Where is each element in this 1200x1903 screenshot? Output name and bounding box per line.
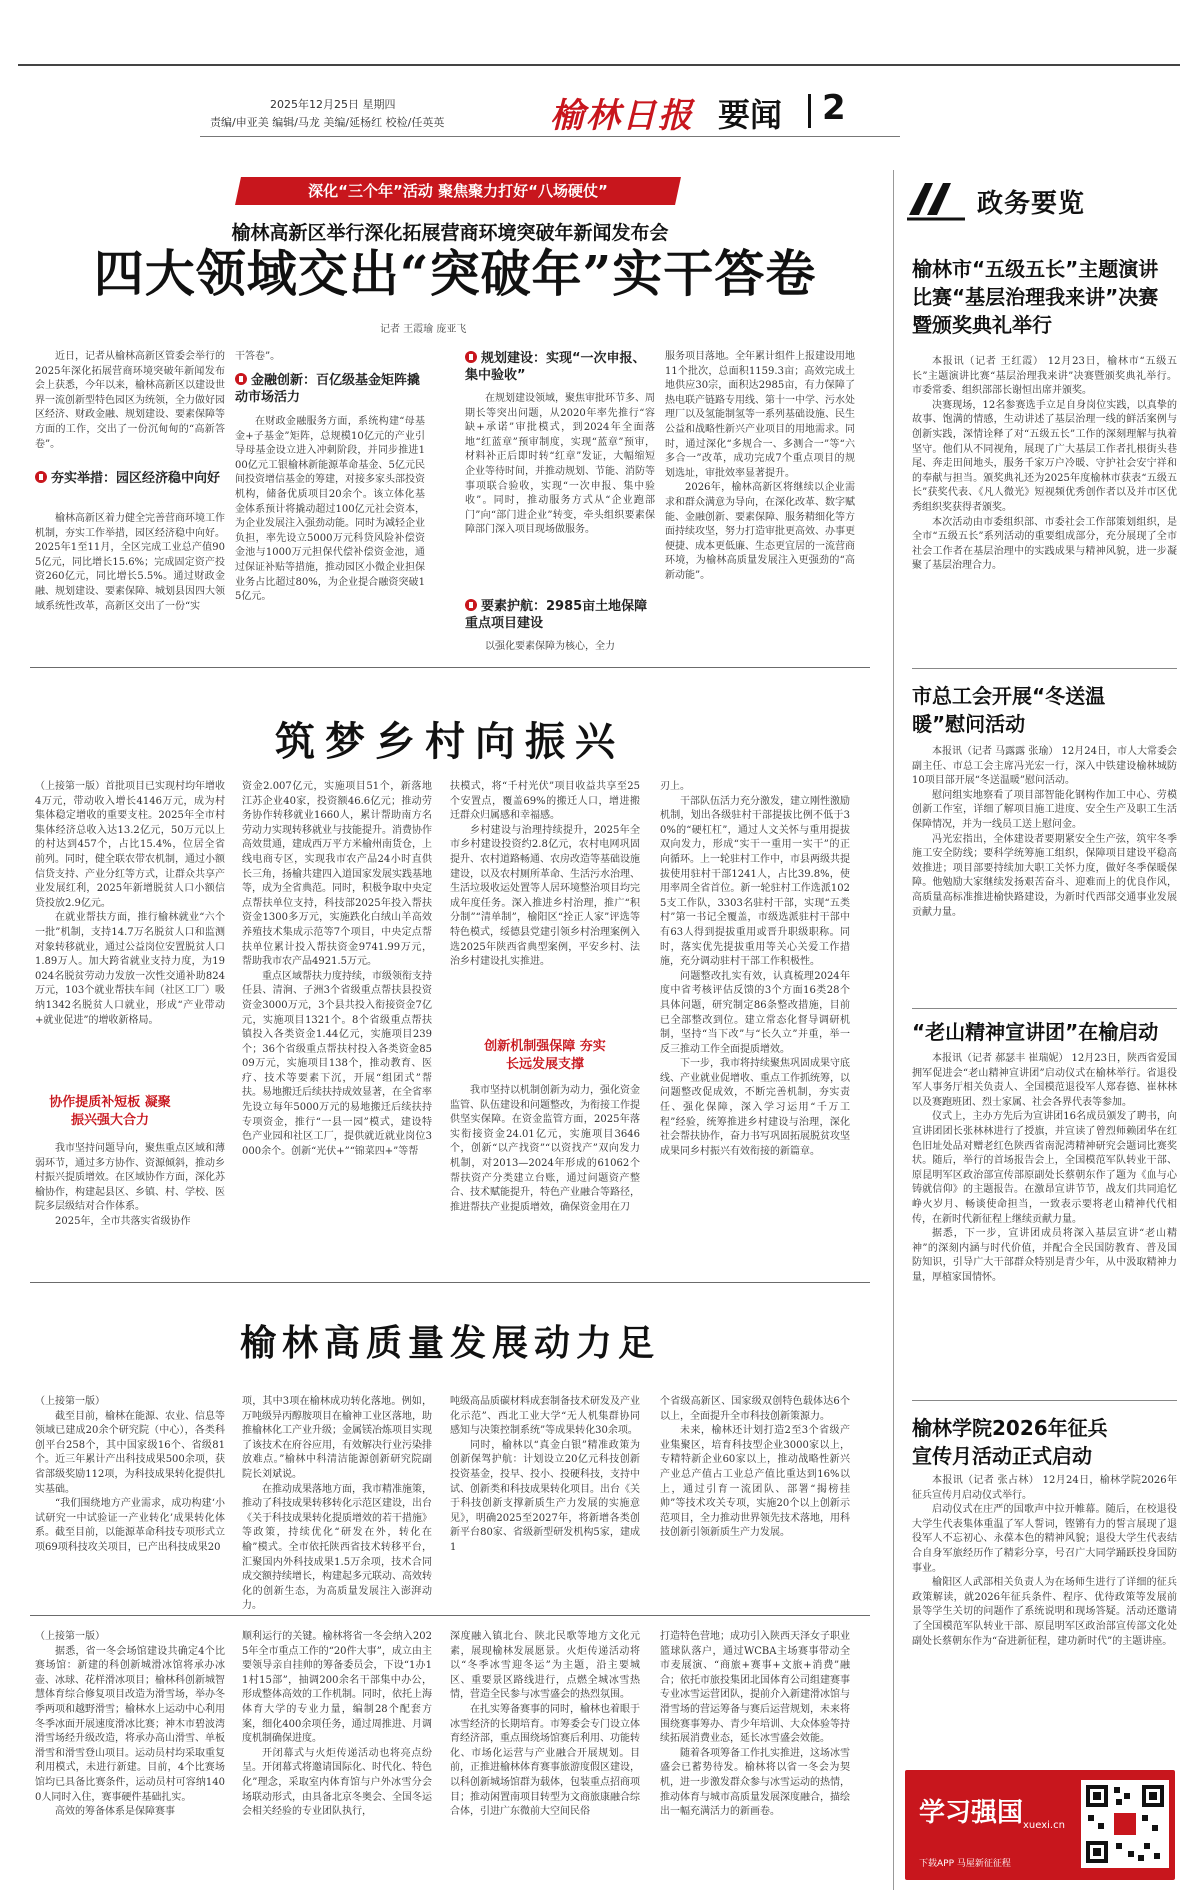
- story2-headline: 筑梦乡村向振兴: [275, 718, 625, 765]
- paragraph: 2025年，全市共落实省级协作: [55, 1215, 191, 1227]
- paragraph: 在就业帮扶方面，推行榆林就业“六个一批”机制，支持14.7万名脱贫人口和监测对象转移就业，通过公益岗位安置脱贫人口1.89万人。加大跨省就业支持力度，为19024名脱贫劳动力发放一次性交通补助824万元，103个就业帮扶车间（社区工厂）吸纳1342名脱贫人口就业，形成“产业带动+就业促进”的增收新格局。: [35, 912, 225, 1026]
- qr-code-icon: [1081, 1780, 1169, 1868]
- lead-col3-subhead: 规划建设：实现“一次申报、集中验收”: [465, 351, 646, 383]
- paragraph: 本报讯（记者 张占林） 12月24日，榆林学院2026年征兵宣传月启动仪式举行。: [912, 1475, 1177, 1501]
- story4-col1: [35, 1630, 225, 1890]
- sidebar-item-title: 市总工会开展“冬送温暖”慰问活动: [912, 684, 1106, 736]
- masthead-section: 要闻: [718, 96, 783, 134]
- paragraph: 本报讯（记者 王红霞） 12月23日，榆林市“五级五长”主题演讲比赛“基层治理我来讲”决赛暨颁奖典礼举行。市委常委、组织部部长谢恒出席并颁奖。: [912, 356, 1177, 397]
- paragraph: 未来，榆林还计划打造2至3个省级产业集聚区，培育科技型企业3000家以上，专精特新企业60家以上，推动战略性新兴产业总产值占工业总产值比重达到16%以上，通过引育一流团队、部署“揭榜挂帅”等技术攻关专项，实施20个以上创新示范项目，全力推动世界领先技术落地，用科技创新引领新质生产力发展。: [660, 1425, 850, 1539]
- paragraph: 干部队伍活力充分激发，建立刚性激励机制，划出各级驻村干部提拔比例不低于30%的“硬杠杠”，通过人文关怀与重用提拔双向发力，形成“实干一重用一实干”的正向循环。上一轮驻村工作中，市县两级共提拔使用驻村干部1241人，占比39.8%，使用率周全省首位。新一轮驻村工作选派1025支工作队，3303名驻村干部，实现“五类村”第一书记全覆盖，市级选派驻村干部中有63人得到提拔重用或晋升职级职称。同时，落实优先提拔重用等关心关爱工作措施，充分调动驻村干部工作积极性。: [660, 795, 850, 968]
- story4-col4: [660, 1630, 850, 1890]
- sidebar-header: [905, 175, 1175, 227]
- story3-col3: [450, 1395, 640, 1600]
- story3-col2: [242, 1395, 432, 1612]
- paragraph: 榆林高新区着力健全完善营商环境工作机制，夯实工作举措，园区经济稳中向好。2025年1至11月，全区完成工业总产值905亿元，同比增长15.6%；完成固定资产投资260亿元，同比增长5.5%。通过财政金融、规划建设、要素保障、城划县因四大领域系统性改革，高新区交出了一份“实: [35, 513, 225, 612]
- paragraph: 乡村建设与治理持续提升，2025年全市乡村建设投资约2.8亿元，农村电网巩固提升、农村道路畅通、农房改造等基础设施建设，以及农村厕所革命、生活污水治理、生活垃圾收运处置等人居环境整治项目均完成年度任务。深入推进乡村治理，推广“积分制”“清单制”，榆阳区“拴正人家”评选等特色模式，绥德县党建引领乡村治理案例入选2025年陕西省典型案例，平安乡村、法治乡村建设扎实推进。: [450, 824, 640, 968]
- sidebar-item-title: 榆林市“五级五长”主题演讲比赛“基层治理我来讲”决赛暨颁奖典礼举行: [912, 257, 1159, 337]
- paragraph: 本次活动由市委组织部、市委社会工作部策划组织，是全市“五级五长”系列活动的重要组成部分，充分展现了全市社会工作者在基层治理中的实践成果与精神风貌，进一步凝聚了基层治理合力。: [912, 516, 1177, 572]
- paragraph: 高效的筹备体系是保障赛事: [55, 1806, 175, 1818]
- paragraph: 深度融入镇北台、陕北民歌等地方文化元素，展现榆林发展愿景。火炬传递活动将以“冬季冰雪迎冬运”为主题，沿主要城区、重要景区路线进行，点燃全城冰雪热情，营造全民参与冰雪盛会的热烈氛围。: [450, 1631, 640, 1701]
- masthead-logo: 榆林日报: [550, 96, 694, 136]
- paragraph: （上接第一版）: [35, 1631, 105, 1642]
- lead-col3-subhead2: 要素护航：2985亩土地保障重点项目建设: [465, 599, 648, 631]
- paragraph: 顺利运行的关键。榆林将省一冬会纳入2025年全市重点工作的“20件大事”，成立由主要领导亲自挂帅的筹备委员会，下设“1办11村15部”，抽调200余名干部集中办公，形成整体高效的工作机制。同时，依托上海体育大学的专业力量，编制28个配套方案，细化400余项任务，通过周推进、月调度机制确保进度。: [242, 1631, 432, 1745]
- paragraph: 以强化要素保障为核心，全力: [485, 641, 615, 652]
- paragraph: 随着各项筹备工作扎实推进，这场冰雪盛会已蓄势待发。榆林将以省一冬会为契机，进一步激发群众参与冰雪运动的热情，推动体育与城市高质量发展深度融合，描绘出一幅充满活力的新画卷。: [660, 1747, 850, 1818]
- paragraph: 吨级高品质碳材料成套制备技术研发及产业化示范”、西北工业大学“无人机集群协同感知与决策控制系统”等成果转化30余项。: [450, 1396, 640, 1437]
- lead-col2-after: [235, 415, 425, 660]
- paragraph: （上接第一版）首批项目已实现村均年增收4万元，带动收入增长4146万元，成为村集体稳定增收的重要支柱。2025年全市村集体经济总收入达13.2亿元，50万元以上的村达到457个，占比15.4%，位居全省前列。同时，健全联农带农机制，通过小额信贷支持、产业分红等方式，让群众共享产业发展红利，2025年新增脱贫人口小额信贷投放2.9亿元。: [35, 781, 225, 909]
- paragraph: 本报讯（记者 马露露 张瑜） 12月24日，市人大常委会副主任、市总工会主席冯光宏一行，深入中铁建设榆林城防10项目部开展“冬送温暖”慰问活动。: [912, 746, 1177, 787]
- paragraph: 仪式上，主办方先后为宣讲团16名成员颁发了聘书，向宣讲团团长张林林进行了授旗，并宣读了曾烈师赖团华在红色旧址处品对赠老红色陕西省南泥湾精神研究会题词比赛奖状。随后，举行的首场报告会上，全国模范军队转业干部、原昆明军区政治部宣传部原副处长蔡朝东作了题为《血与心铸就信仰》的主题报告。在激昂宣讲节节，战友们共同追忆峥火岁月、畅谈使命担当，一致表示要将老山精神代代相传，在新时代新征程上继续贡献力量。: [912, 1111, 1177, 1225]
- story2-col1: [35, 780, 225, 1080]
- sidebar-item-body: [912, 1052, 1177, 1397]
- paragraph: 决赛现场，12名参赛选手立足自身岗位实践，以真挚的故事、饱满的情感，生动讲述了基层治理一线的鲜活案例与创新实践，深情诠释了对“五级五长”工作的深刻理解与执着坚守。他们从不同视角，展现了广大基层工作者扎根街头巷尾、奔走田间地头，服务千家万户冷暖、守护社会安宁祥和的奉献与担当。颁奖典礼还为2025年度榆林市获表“五级五长”获奖代表、《凡人微光》短视频优秀创作者以及并市区优秀组织奖获得者颁奖。: [912, 399, 1177, 513]
- paragraph: 2026年，榆林高新区将继续以企业需求和群众满意为导向，在深化改革、数字赋能、金融创新、要素保障、服务精细化等方面持续攻坚，努力打造审批更高效、办事更便捷、成本更低廉、生态更宜居的一流营商环境，为榆林高质量发展注入更强劲的“高新动能”。: [665, 482, 855, 581]
- sidebar-item-title: “老山精神宣讲团”在榆启动: [912, 1020, 1159, 1044]
- lead-col1-subhead: 夯实举措：园区经济稳中向好: [35, 470, 225, 487]
- paragraph: 我市坚持以机制创新为动力，强化资金监管、队伍建设和问题整改，为衔接工作提供坚实保障。在资金监管方面，2025年落实衔接资金24.01亿元，实施项目3646个，创新“以产找资”“以资找产”双向发力机制，对2013—2024年形成的61062个帮扶资产分类建立台账，通过问题资产整合、技术赋能提升，特色产业融合等路径，推进帮扶产业提质增效，确保资金用在刀: [450, 1085, 640, 1213]
- story2-col3-after: [450, 1084, 640, 1272]
- paragraph: 据悉，下一步，宣讲团成员将深入基层宣讲“老山精神”的深刻内涵与时代价值，并配合全民国防教育、普及国防知识，引导广大干部群众特别是青少年，从中汲取精神力量，厚植家国情怀。: [912, 1228, 1177, 1283]
- xuexi-site: xuexi.cn: [1023, 1820, 1065, 1831]
- xuexi-caption: 下载APP 马屋新征征程: [919, 1859, 1011, 1869]
- paragraph: 冯光宏指出，全体建设者要期紧安全生产弦，筑牢冬季施工安全防线；要科学统筹施工组织，保障项目建设平稳高效推进；项目部要持续加大职工关怀力度，做好冬季保暖保障。他勉励大家继续发扬艰苦奋斗、迎难而上的优良作风，高质量高标准推进榆快路建设，为新时代西部交通事业发展贡献力量。: [912, 833, 1177, 918]
- paragraph: 慰问组实地察看了项目部智能化钢构作加工中心、劳模创新工作室，详细了解项目施工进度、安全生产及职工生活保障情况，并为一线员工送上慰问金。: [912, 789, 1177, 830]
- paragraph: 打造特色营地；成功引入陕西天泽女子职业篮球队落户，通过WCBA主场赛事带动全市麦展演、“商旅+赛事+文旅+消费”融合；依托市旅投集团北国体育公司组建赛事专业冰雪运营团队，提前介入新建滑冰馆与滑雪场的营运筹备与赛后运营规划，未来将围绕赛事筹办、青少年培训、大众体验等持续拓展消费业态，延长冰雪盛会效能。: [660, 1631, 850, 1745]
- paragraph: 同时，榆林以“真金白银”精准政策为创新保驾护航：计划设立20亿元科技创新投资基金，投早、投小、投硬科技，支持中试、创新类和科技成果转化项目。出台《关于科技创新支撑新质生产力发展的实施意见》，明确2025至2027年，将新增各类创新平台80家、省级新型研发机构5家，建成1: [450, 1439, 640, 1553]
- lead-col1-after: [35, 512, 225, 662]
- xuexi-ad[interactable]: [905, 1770, 1175, 1880]
- sidebar-item-body: [912, 1474, 1177, 1759]
- story2-col3-subhead: 创新机制强保障 夯实长远发展支撑: [484, 1039, 606, 1072]
- paragraph: 本报讯（记者 郝瑟丰 崔瑞妮） 12月23日，陕西省爱国拥军促进会“老山精神宣讲团”启动仪式在榆林举行。省退役军人事务厅相关负责人、全国模范退役军人郑春德、崔林林以及赛跑班团、烈士家属、社会各界代表等参加。: [912, 1053, 1177, 1108]
- masthead-page-number: 2: [822, 88, 846, 128]
- paragraph: 个省级高新区、国家级双创特色载体达6个以上，全面提升全市科技创新策源力。: [660, 1396, 850, 1422]
- story2-col1-subhead: 协作提质补短板 凝聚振兴强大合力: [49, 1095, 171, 1128]
- lead-col3-after: [465, 392, 655, 592]
- lead-kicker: 榆林高新区举行深化拓展营商环境突破年新闻发布会: [231, 222, 669, 244]
- lead-col2-subhead: 金融创新：百亿级基金矩阵撬动市场活力: [235, 373, 421, 405]
- paragraph: 下一步，我市将持续聚焦巩固成果守底线、产业就业促增收、重点工作抓统筹，以问题整改促成效，不断完善机制，夯实责任、强化保障，深入学习运用“千万工程”经验，统筹推进乡村建设与治理，深化社会帮扶协作，奋力书写巩固拓展脱贫攻坚成果同乡村振兴有效衔接的新篇章。: [660, 1058, 850, 1157]
- paragraph: 截至目前，榆林在能源、农业、信息等领域已建成20余个研究院（中心），各类科创平台258个，其中国家级16个、省级81个。近三年累计产出科技成果500余项，获省部级奖励112项，为科技成果转化提供扎实基础。: [35, 1410, 225, 1495]
- paragraph: 重点区域帮扶力度持续，市级领衔支持任县、清涧、子洲3个省级重点帮扶县投资资金3000万元，3个县共投入衔接资金7亿元，实施项目1321个。8个省级重点帮扶镇投入各类资金1.44亿元，实施项目239个；36个省级重点帮扶村投入各类资金8509万元，实施项目138个，推动教育、医疗、技术等要素下沉，开展“组团式”帮扶。易地搬迁后续扶持成效显著，在全省率先设立每年5000万元的易地搬迁后续扶持专项资金，推行“一县一园”模式，建设特色产业园和社区工厂，提供就近就业岗位3000余个。创新“光伏+”“锦菜四+”等帮: [242, 970, 432, 1157]
- lead-col3-after2: [465, 640, 655, 658]
- story4-col3: [450, 1630, 640, 1890]
- story2-col4: [660, 780, 850, 1272]
- banner-text: 深化“三个年”活动 聚焦聚力打好“八场硬仗”: [308, 182, 608, 200]
- lead-headline: 四大领域交出“突破年”实干答卷: [93, 244, 817, 303]
- paragraph: （上接第一版）: [35, 1396, 105, 1407]
- story3-col1: [35, 1395, 225, 1600]
- paragraph: 近日，记者从榆林高新区管委会举行的2025年深化拓展营商环境突破年新闻发布会上获悉，今年以来，榆林高新区以建设世界一流创新型特色园区为统领，全力做好园区经济、财政金融、规划建设、要素保障等方面的工作，交出了一份沉甸甸的“高新答卷”。: [35, 351, 225, 450]
- sidebar-header-title: 政务要览: [977, 189, 1086, 219]
- paragraph: 启动仪式在庄严的国歌声中拉开帷幕。随后，在校退役大学生代表集体重温了军人誓词，铿锵有力的誓言展现了退役军人不忘初心、永葆本色的精神风貌；退役大学生代表结合自身军旅经历作了精彩分享，号召广大同学踊跃投身国防事业。: [912, 1504, 1177, 1574]
- paragraph: 在扎实筹备赛事的同时，榆林也着眼于冰雪经济的长期培育。市筹委会专门设立体育经济部，重点围绕场馆赛后利用、功能转化、市场化运营与产业融合开展规划。目前，正推进榆林体育赛事旅游度假区建设，以科创新城场馆群为载体，包装重点招商项目；推动闲置南项目转型为文商旅康融合综合体，引进广东微前大空间民俗: [450, 1703, 640, 1818]
- lead-col4: [665, 350, 855, 660]
- lead-col2-top: 干答卷”。: [235, 351, 281, 362]
- sidebar-item-body: [912, 745, 1177, 970]
- paragraph: 资金2.007亿元，实施项目51个，新落地江苏企业40家，投资额46.6亿元；推动劳务协作转移就业1660人，累计帮助南方名劳动力实现转移就业与技能提升。消费协作高效贯通，建成西万平方米榆州南货仓，上线电商专区，实现我市农产品24小时直供长三角，扬榆共建四入道国家发展实践基地等，成为全省典范。同时，积极争取中央定点帮扶单位支持，科技部2025年投入帮扶资金1300多万元，实施跌化白绒山羊高效养殖技术集成示范等7个项目，中央定点帮扶单位累计投入帮扶资金9741.99万元，帮助我市农产品4921.5万元。: [242, 781, 432, 968]
- paragraph: 开闭幕式与火炬传递活动也将亮点纷呈。开闭幕式将邀请国际化、时代化、特色化”理念，采取室内体育馆与户外冰雪分会场联动形式，由具备北京冬奥会、全国冬运会相关经验的专业团队执行，: [242, 1747, 432, 1818]
- story2-col3: [450, 780, 640, 1030]
- paragraph: 在推动成果落地方面，我市精准施策，推动了科技成果转移转化示范区建设，出台《关于科技成果转化提质增效的若干措施》等政策，持续优化“研发在外，转化在榆”模式。全市依托陕西省技术转移平台，汇聚国内外科技成果1.5万余项，技术合同成交额持续增长，构建起多元联动、高效转化的创新生态，为高质量发展注入澎湃动力。: [242, 1483, 432, 1612]
- masthead-editors: 责编/申亚美 编辑/马龙 美编/延杨红 校检/任英英: [210, 116, 445, 129]
- paragraph: 在规划建设领域，聚焦审批环节多、周期长等突出问题，从2020年率先推行“容缺+承诺”审批模式，到2024年全面落地“红蓝章”预审制度，实现“蓝章”预审，材料补正后即时转“红章”发证，大幅缩短企业等待时间，并推动规划、节能、消防等事项联合验收，实现“一次申报、集中验收”。同时，推动服务方式从“企业跑部门”向“部门进企业”转变，牵头组织要素保障部门深入项目现场做服务。: [465, 393, 655, 536]
- story2-col2: [242, 780, 432, 1272]
- paragraph: 我市坚持问题导向，聚焦重点区域和薄弱环节，通过多方协作、资源倾斜，推动乡村振兴提质增效。在区域协作方面，深化苏榆协作，构建起县区、乡镇、村、学校、医院多层级结对合作体系。: [35, 1143, 225, 1213]
- sidebar-item-body: [912, 355, 1177, 640]
- lead-byline: 记者 王霞瑜 庞亚飞: [380, 324, 467, 335]
- masthead-divider: [808, 94, 811, 128]
- story3-headline: 榆林高质量发展动力足: [239, 1322, 660, 1364]
- lead-col1: [35, 350, 225, 450]
- paragraph: 据悉，省一冬会场馆建设共确定4个比赛场馆：新建的科创新城滑冰馆将承办冰壶、冰球、花样滑冰项目；榆林科创新城智慧体育综合修复项目改造为滑雪场，举办冬季两项和越野滑雪；榆林水上运动中心利用冬季冰面开展速度滑冰比赛；神木市碧波湾滑雪场经升级改造，将承办高山滑雪、单板滑雪和滑雪登山项目。运动员村均采取重复利用模式，未进行新建。目前，4个比赛场馆均已具备比赛条件，运动员村可容纳1400人同时入住，赛事硬件基础扎实。: [35, 1645, 225, 1803]
- paragraph: 项，其中3项在榆林成功转化落地。例如，万吨级异丙醇胺项目在榆神工业区落地，助推榆林化工产业升级；金属镁冶炼项目实现了该技术在府谷应用，有效解决行业污染排放难点。”榆林中科清洁能源创新研究院副院长刘斌说。: [242, 1396, 432, 1480]
- paragraph: 榆阳区人武部相关负责人为在场师生进行了详细的征兵政策解读，就2026年征兵条件、程序、优待政策等发展前景等学生关切的问题作了系统说明和现场答疑。活动还邀请了全国模范军队转业干部、原昆明军区政治部宣传部文化处副处长蔡朝东作为“奋进新征程，建功新时代”的主题讲座。: [912, 1577, 1177, 1647]
- story2-col1-after: [35, 1142, 225, 1272]
- paragraph: 服务项目落地。全年累计组件上报建设用地11个批次，总面积1159.3亩；高效完成土地供应30宗，面积达2985亩，有力保障了热电联产链路专用线、第十一中学、污水处理厂以及氢能制氢等一系列基础设施、民生公益和战略性新兴产业项目的用地需求。同时，通过深化“多规合一、多测合一”等“六多合一”改革，成功完成7个重点项目的规划选址，审批效率显著提升。: [665, 351, 855, 479]
- paragraph: 扶模式，将“千村光伏”项目收益共享至25个安置点，覆盖69%的搬迁人口，增进搬迁群众归属感和幸福感。: [450, 781, 640, 822]
- story4-col2: [242, 1630, 432, 1890]
- paragraph: “我们围绕地方产业需求，成功构建‘小试研究一中试验证一产业转化’成果转化体系。截至目前，以能源革命科技专项形式立项69项科技攻关项目，已产出科技成果20: [35, 1498, 225, 1553]
- paragraph: 问题整改扎实有效，认真梳理2024年度中省考核评估反馈的3个方面16类28个具体问题，研究制定86条整改措施，目前已全部整改到位。建立常态化督导调研机制，坚持“当下改”与“长久立”并重，举一反三推动工作全面提质增效。: [660, 970, 850, 1055]
- story3-col4: [660, 1395, 850, 1600]
- brush-icon: [905, 175, 975, 223]
- masthead-date: 2025年12月25日 星期四: [270, 98, 396, 111]
- xuexi-brand: 学习强国: [919, 1798, 1024, 1828]
- sidebar-item-title: 榆林学院2026年征兵宣传月活动正式启动: [912, 1416, 1108, 1468]
- paragraph: 在财政金融服务方面，系统构建“母基金+子基金”矩阵，总规模10亿元的产业引导母基金设立进入冲刺阶段，并同步推进100亿元工银榆林新能源革命基金、5亿元民间投资增信基金的筹建，对接多家头部投资机构，储备优质项目20余个。该立体化基金体系预计将撬动超过100亿元社会资本，为企业发展注入强劲动能。同时为减轻企业负担，率先设立5000万元科贷风险补偿资金池与1000万元担保代偿补偿资金池，通过保证补贴等措施，推动园区小微企业担保业务占比超过80%，为企业提合融资突破15亿元。: [235, 416, 425, 603]
- paragraph: 刃上。: [660, 781, 690, 792]
